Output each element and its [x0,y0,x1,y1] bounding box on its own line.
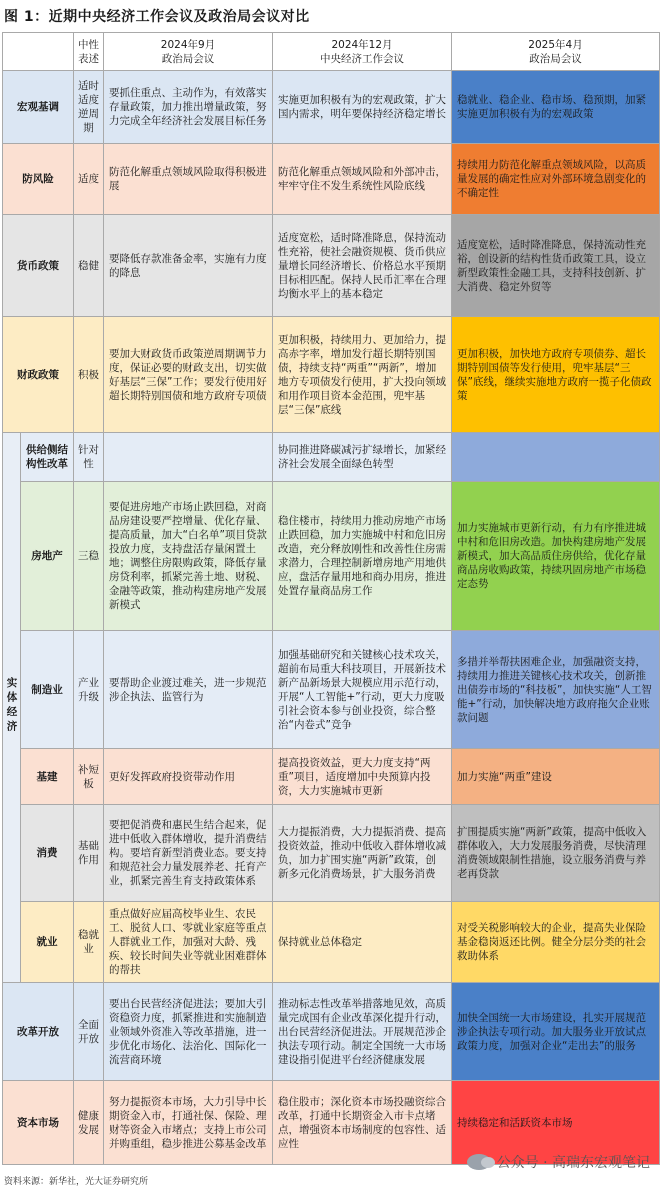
cell-2024-12: 推动标志性改革举措落地见效，高质量完成国有企业改革深化提升行动，出台民营经济促进法。开展规范涉企执法专项行动。制定全国统一大市场建设指引促进平台经济健康发展 [273,983,452,1081]
col3-name: 政治局会议 [529,52,582,65]
real-economy-group [3,433,21,983]
cell-2024-09: 要帮助企业渡过难关，进一步规范涉企执法、监管行为 [104,631,273,749]
cell-2024-09: 努力提振资本市场，大力引导中长期资金入市，打通社保、保险、理财等资金入市堵点；支持上市公司并购重组，稳步推进公募基金改革 [104,1081,273,1165]
col1-date: 2024年9月 [160,38,216,51]
row-supply [3,433,660,482]
cell-2024-12: 加强基础研究和关键核心技术攻关，超前布局重大科技项目，开展新技术新产品新场景大规模应用示范行动，开展“人工智能+”行动，更大力度吸引社会资本参与创业投资，综合整治“内卷式”竞争 [273,631,452,749]
real-economy-label: 实体经济 [5,676,18,735]
col2-name: 中央经济工作会议 [320,52,404,65]
cell-2025-04: 加力实施城市更新行动，有力有序推进城中村和危旧房改造。加快构建房地产发展新模式，加大高品质住房供给，优化存量商品房收购政策，持续巩固房地产市场稳定态势 [452,482,660,631]
row-name: 房地产 [21,482,74,631]
cell-2025-04: 持续用力防范化解重点领域风险，以高质量发展的确定性应对外部环境急剧变化的不确定性 [452,144,660,215]
cell-2025-04: 加快全国统一大市场建设，扎实开展规范涉企执法专项行动。加大服务业开放试点政策力度，加强对企业“走出去”的服务 [452,983,660,1081]
cell-2024-09: 更好发挥政府投资带动作用 [104,749,273,805]
row-name: 供给侧结构性改革 [21,433,74,482]
row-tone: 适时适度逆周期 [74,71,104,144]
figure-title: 图 1：近期中央经济工作会议及政治局会议对比 [4,9,310,25]
cell-2024-12: 适度宽松，适时降准降息，保持流动性充裕，使社会融资规模、货币供应量增长同经济增长、价格总水平预期目标相匹配。保持人民币汇率在合理均衡水平上的基本稳定 [273,215,452,317]
cell-2024-12: 大力提振消费，大力提振消费、提高投资效益，推动中低收入群体增收减负，加力扩围实施“两新”政策，创新多元化消费场景，扩大服务消费 [273,805,452,902]
cell-2024-09: 要出台民营经济促进法；要加大引资稳资力度，抓紧推进和实施制造业领域外资准入等改革措施，进一步优化市场化、法治化、国际化一流营商环境 [104,983,273,1081]
cell-2024-09: 要把促消费和惠民生结合起来，促进中低收入群体增收，提升消费结构。要培育新型消费业态。要支持和规范社会力量发展养老、托育产业，抓紧完善生育支持政策体系 [104,805,273,902]
row-infra [3,749,660,805]
cell-2024-12: 保持就业总体稳定 [273,902,452,983]
cell-2025-04: 对受关税影响较大的企业，提高失业保险基金稳岗返还比例。健全分层分类的社会救助体系 [452,902,660,983]
row-name: 改革开放 [3,983,74,1081]
header-row [3,33,660,71]
cell-2024-12: 防范化解重点领域风险和外部冲击，牢牢守住不发生系统性风险底线 [273,144,452,215]
row-name: 资本市场 [3,1081,74,1165]
row-name: 货币政策 [3,215,74,317]
cell-2025-04: 更加积极，加快地方政府专项债券、超长期特别国债等发行使用，兜牢基层“三保”底线，继续实施地方政府一揽子化债政策 [452,317,660,433]
cell-2025-04: 持续稳定和活跃资本市场 [452,1081,660,1165]
row-name: 财政政策 [3,317,74,433]
header-tone: 中性表述 [74,33,104,71]
row-macro [3,71,660,144]
cell-2024-09 [104,433,273,482]
cell-2024-12: 稳住股市；深化资本市场投融资综合改革，打通中长期资金入市卡点堵点，增强资本市场制度的包容性、适应性 [273,1081,452,1165]
row-tone: 稳就业 [74,902,104,983]
cell-2025-04: 适度宽松，适时降准降息，保持流动性充裕，创设新的结构性货币政策工具，设立新型政策性金融工具，支持科技创新、扩大消费、稳定外贸等 [452,215,660,317]
row-mfg [3,631,660,749]
col1-name: 政治局会议 [161,52,215,65]
row-tone: 稳健 [74,215,104,317]
row-job [3,902,660,983]
row-name: 制造业 [21,631,74,749]
row-tone: 补短板 [74,749,104,805]
cell-2024-09: 重点做好应届高校毕业生、农民工、脱贫人口、零就业家庭等重点人群就业工作，加强对大龄、残疾、较长时间失业等就业困难群体的帮扶 [104,902,273,983]
cell-2025-04: 稳就业、稳企业、稳市场、稳预期，加紧实施更加积极有为的宏观政策 [452,71,660,144]
header-col3 [452,33,660,71]
row-house [3,482,660,631]
row-tone: 产业升级 [74,631,104,749]
row-name: 就业 [21,902,74,983]
cell-2024-09: 要加大财政货币政策逆周期调节力度，保证必要的财政支出，切实做好基层“三保”工作；要发行使用好超长期特别国债和地方政府专项债 [104,317,273,433]
watermark-text: 公众号 · 高瑞东宏观笔记 [496,1155,650,1171]
cell-2024-09: 要促进房地产市场止跌回稳，对商品房建设要严控增量、优化存量、提高质量，加大“白名单”项目贷款投放力度，支持盘活存量闲置土地；调整住房限购政策，降低存量房贷利率，抓紧完善土地、财税、金融等政策，推动构建房地产发展新模式 [104,482,273,631]
header-blank [3,33,74,71]
cell-2024-09: 防范化解重点领域风险取得积极进展 [104,144,273,215]
col2-date: 2024年12月 [331,38,393,51]
watermark [467,1152,650,1172]
cell-2025-04 [452,433,660,482]
row-name: 宏观基调 [3,71,74,144]
wechat-icon [467,1154,491,1170]
col3-date: 2025年4月 [528,38,583,51]
comparison-table [2,32,660,1165]
row-tone: 全面开放 [74,983,104,1081]
cell-2024-09: 要抓住重点、主动作为，有效落实存量政策，加力推出增量政策，努力完成全年经济社会发展目标任务 [104,71,273,144]
cell-2024-12: 提高投资效益，更大力度支持“两重”项目，适度增加中央预算内投资，大力实施城市更新 [273,749,452,805]
cell-2025-04: 多措并举帮扶困难企业，加强融资支持，持续用力推进关键核心技术攻关，创新推出债券市场的“科技板”，加快实施“人工智能+”行动，加快解决地方政府拖欠企业账款问题 [452,631,660,749]
cell-2024-12: 实施更加积极有为的宏观政策，扩大国内需求，明年要保持经济稳定增长 [273,71,452,144]
row-reform [3,983,660,1081]
cell-2024-12: 稳住楼市，持续用力推动房地产市场止跌回稳，加力实施城中村和危旧房改造，充分释放刚性和改善性住房需求潜力，合理控制新增房地产用地供应，盘活存量用地和商办用房，推进处置存量商品房工作 [273,482,452,631]
cell-2025-04: 加力实施“两重”建设 [452,749,660,805]
row-fiscal [3,317,660,433]
row-tone: 三稳 [74,482,104,631]
header-col1 [104,33,273,71]
header-col2 [273,33,452,71]
row-tone: 健康发展 [74,1081,104,1165]
row-tone: 积极 [74,317,104,433]
cell-2024-12: 更加积极，持续用力、更加给力，提高赤字率，增加发行超长期特别国债，持续支持“两重”“两新”，增加地方专项债发行使用，扩大投向领域和用作项目资本金范围，兜牢基层“三保”底线 [273,317,452,433]
source-note: 资料来源：新华社，光大证券研究所 [4,1177,149,1187]
row-name: 基建 [21,749,74,805]
cell-2025-04: 扩围提质实施“两新”政策，提高中低收入群体收入，大力发展服务消费，尽快清理消费领域限制性措施，设立服务消费与养老再贷款 [452,805,660,902]
row-risk [3,144,660,215]
cell-2024-12: 协同推进降碳减污扩绿增长，加紧经济社会发展全面绿色转型 [273,433,452,482]
row-money [3,215,660,317]
row-tone: 基础作用 [74,805,104,902]
row-name: 消费 [21,805,74,902]
cell-2024-09: 要降低存款准备金率，实施有力度的降息 [104,215,273,317]
row-tone: 适度 [74,144,104,215]
row-cons [3,805,660,902]
row-name: 防风险 [3,144,74,215]
row-tone: 针对性 [74,433,104,482]
